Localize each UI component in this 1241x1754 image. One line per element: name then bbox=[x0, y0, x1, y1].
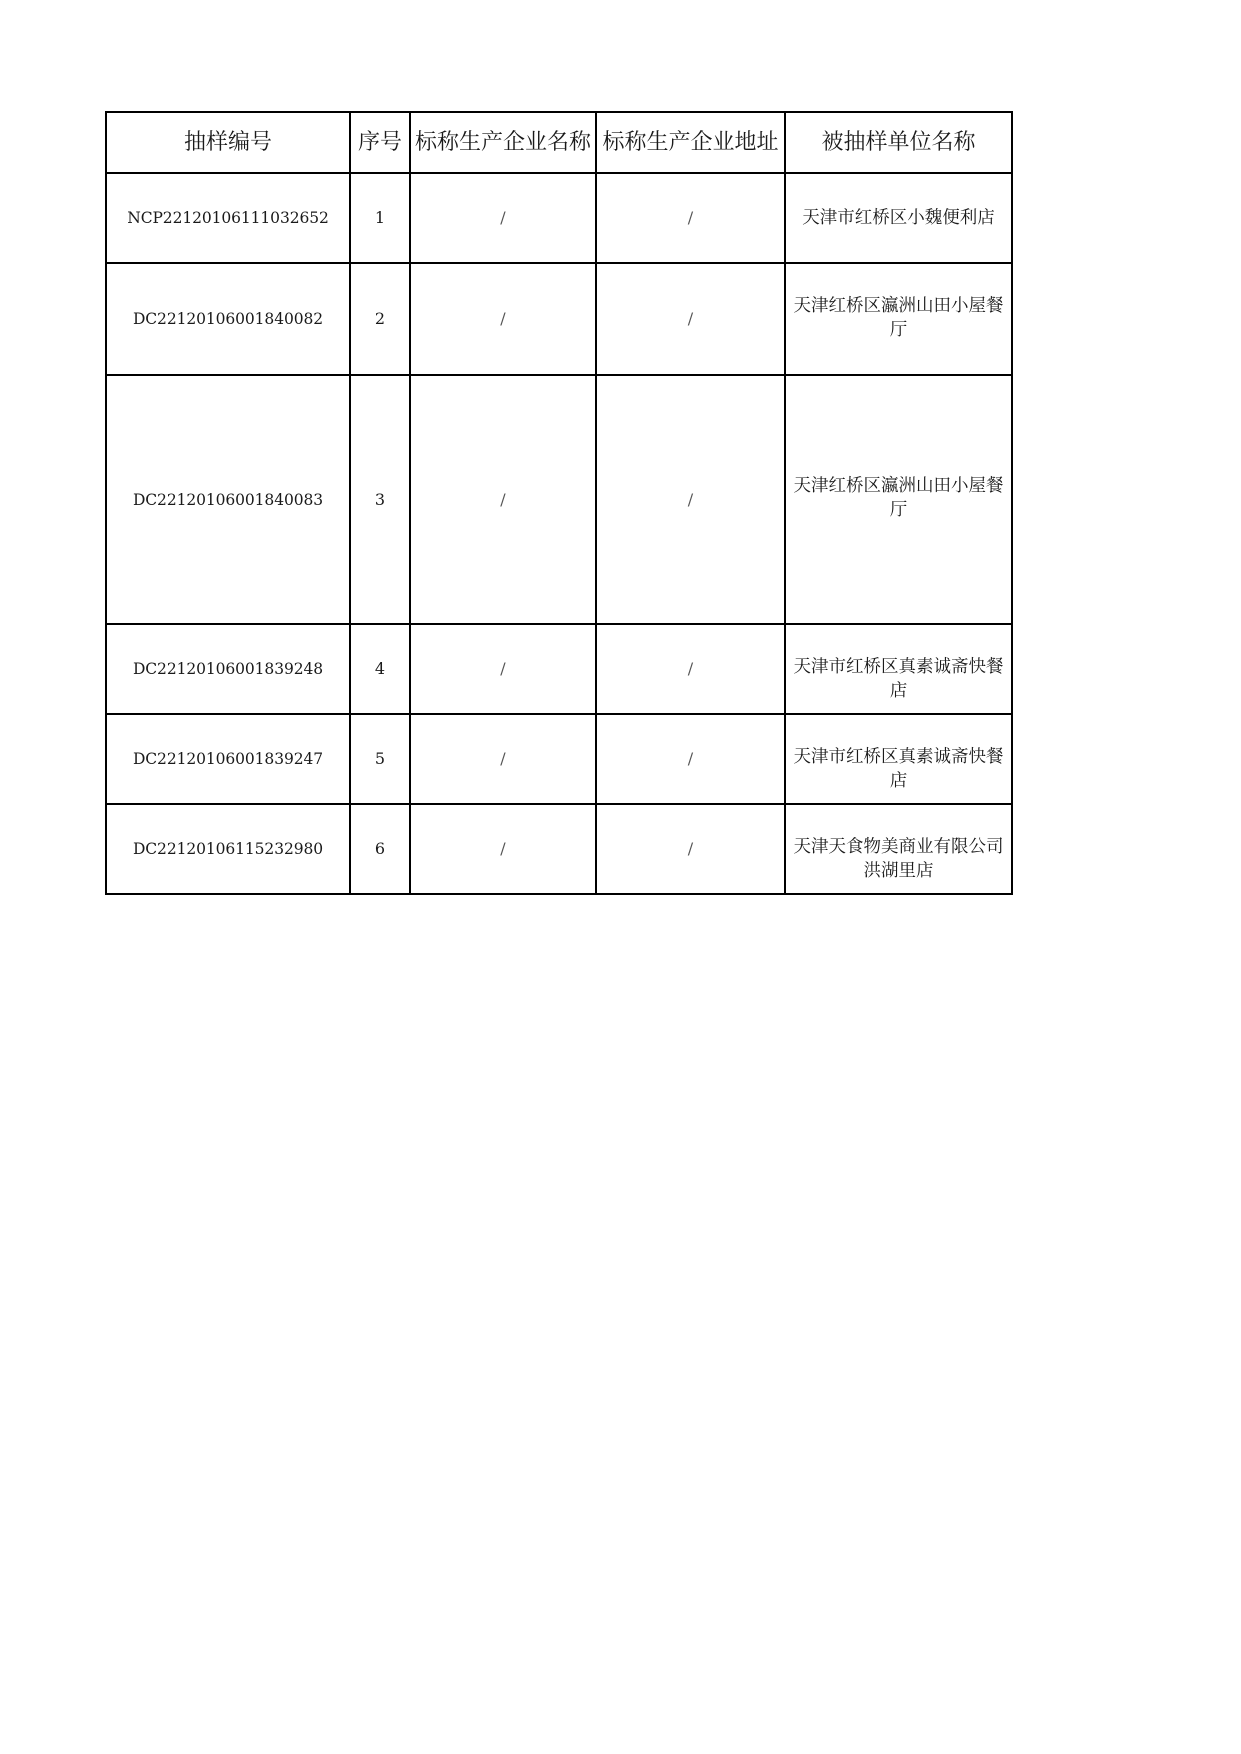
producer-address-cell: / bbox=[596, 624, 785, 714]
index-cell: 5 bbox=[350, 714, 410, 804]
header-index: 序号 bbox=[350, 112, 410, 173]
producer-address-cell: / bbox=[596, 263, 785, 375]
sampled-unit-cell: 天津红桥区瀛洲山田小屋餐厅 bbox=[785, 375, 1012, 624]
sample-no-cell: DC22120106001839247 bbox=[106, 714, 350, 804]
producer-name-cell: / bbox=[410, 714, 596, 804]
header-producer-address: 标称生产企业地址 bbox=[596, 112, 785, 173]
sample-no-cell: DC22120106001840083 bbox=[106, 375, 350, 624]
producer-name-cell: / bbox=[410, 263, 596, 375]
producer-name-cell: / bbox=[410, 624, 596, 714]
header-row bbox=[106, 112, 1012, 173]
index-cell: 2 bbox=[350, 263, 410, 375]
producer-name-cell: / bbox=[410, 173, 596, 263]
sample-no-cell: DC22120106001840082 bbox=[106, 263, 350, 375]
index-cell: 4 bbox=[350, 624, 410, 714]
table-row bbox=[106, 263, 1012, 375]
producer-name-cell: / bbox=[410, 804, 596, 894]
index-cell: 6 bbox=[350, 804, 410, 894]
sampling-table bbox=[105, 111, 1013, 895]
sampled-unit-cell: 天津红桥区瀛洲山田小屋餐厅 bbox=[785, 263, 1012, 375]
header-sample-no: 抽样编号 bbox=[106, 112, 350, 173]
producer-name-cell: / bbox=[410, 375, 596, 624]
producer-address-cell: / bbox=[596, 173, 785, 263]
table-row bbox=[106, 375, 1012, 624]
index-cell: 1 bbox=[350, 173, 410, 263]
index-cell: 3 bbox=[350, 375, 410, 624]
table-row bbox=[106, 804, 1012, 894]
table-row bbox=[106, 624, 1012, 714]
sample-no-cell: DC22120106115232980 bbox=[106, 804, 350, 894]
header-producer-name: 标称生产企业名称 bbox=[410, 112, 596, 173]
producer-address-cell: / bbox=[596, 375, 785, 624]
sample-no-cell: NCP22120106111032652 bbox=[106, 173, 350, 263]
sampled-unit-cell: 天津市红桥区真素诚斋快餐店 bbox=[785, 624, 1012, 714]
sampled-unit-cell: 天津市红桥区小魏便利店 bbox=[785, 173, 1012, 263]
table-row bbox=[106, 714, 1012, 804]
producer-address-cell: / bbox=[596, 804, 785, 894]
producer-address-cell: / bbox=[596, 714, 785, 804]
sample-no-cell: DC22120106001839248 bbox=[106, 624, 350, 714]
header-sampled-unit: 被抽样单位名称 bbox=[785, 112, 1012, 173]
table-row bbox=[106, 173, 1012, 263]
sampled-unit-cell: 天津天食物美商业有限公司洪湖里店 bbox=[785, 804, 1012, 894]
sampled-unit-cell: 天津市红桥区真素诚斋快餐店 bbox=[785, 714, 1012, 804]
